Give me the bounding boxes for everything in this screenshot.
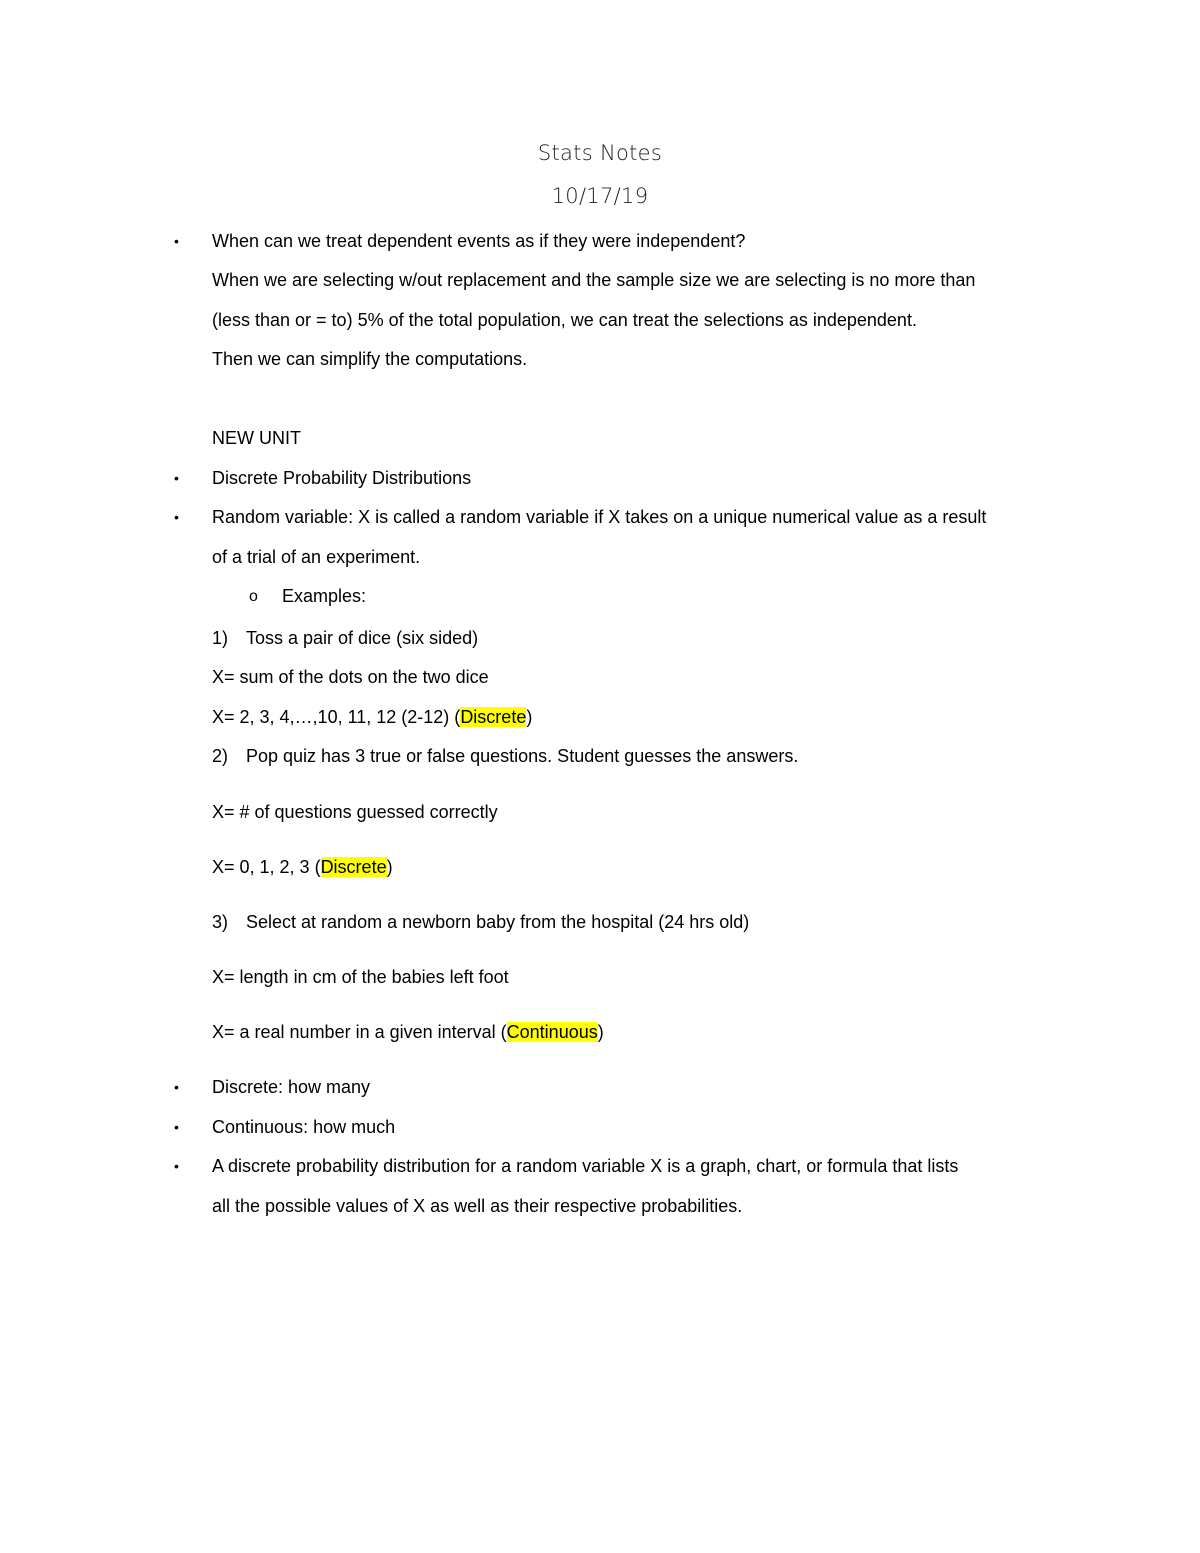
discrete-bullet: Discrete: how many [212, 1077, 371, 1097]
section-heading: NEW UNIT [212, 428, 301, 448]
example-1-values [212, 706, 532, 728]
example-title-text: Toss a pair of dice (six sided) [246, 628, 479, 648]
example-number: 3) [212, 912, 229, 932]
type-highlight: Discrete [320, 857, 387, 877]
page-title: Stats Notes [537, 141, 663, 165]
example-1-title [212, 627, 478, 649]
random-variable-line-1: Random variable: X is called a random variable if X takes on a unique numerical value as a result [212, 507, 987, 527]
examples-label: Examples: [282, 586, 367, 606]
bullet-icon: • [174, 1158, 179, 1174]
continuous-bullet: Continuous: how much [212, 1117, 396, 1137]
values-suffix: ) [597, 1022, 604, 1042]
bullet-icon: • [174, 1119, 179, 1135]
type-highlight: Continuous [506, 1022, 598, 1042]
example-2-values [212, 856, 393, 878]
bullet-icon: • [174, 509, 179, 525]
example-3-title [212, 911, 749, 933]
page-date: 10/17/19 [551, 184, 649, 208]
distribution-definition-line-2: all the possible values of X as well as their respective probabilities. [212, 1196, 743, 1216]
example-title-text: Select at random a newborn baby from the hospital (24 hrs old) [246, 912, 750, 932]
sub-bullet-icon: o [249, 588, 258, 605]
example-3-definition: X= length in cm of the babies left foot [212, 967, 509, 987]
example-1-definition: X= sum of the dots on the two dice [212, 667, 489, 687]
values-text: X= 2, 3, 4,…,10, 11, 12 (2-12) ( [212, 707, 461, 727]
random-variable-line-2: of a trial of an experiment. [212, 547, 421, 567]
answer-line-2: (less than or = to) 5% of the total population, we can treat the selections as independent. [212, 310, 917, 330]
values-text: X= a real number in a given interval ( [212, 1022, 507, 1042]
discrete-dist-bullet: Discrete Probability Distributions [212, 468, 472, 488]
bullet-icon: • [174, 470, 179, 486]
answer-line-3: Then we can simplify the computations. [212, 349, 528, 369]
example-number: 2) [212, 746, 229, 766]
answer-line-1: When we are selecting w/out replacement and the sample size we are selecting is no more than [212, 270, 976, 290]
distribution-definition-line-1: A discrete probability distribution for a random variable X is a graph, chart, or formula that lists [212, 1156, 959, 1176]
question-text: When can we treat dependent events as if they were independent? [212, 231, 746, 251]
example-3-values [212, 1021, 604, 1043]
example-number: 1) [212, 628, 229, 648]
bullet-icon: • [174, 1079, 179, 1095]
values-suffix: ) [386, 857, 393, 877]
example-2-definition: X= # of questions guessed correctly [212, 802, 498, 822]
example-title-text: Pop quiz has 3 true or false questions. Student guesses the answers. [246, 746, 799, 766]
example-2-title [212, 745, 798, 767]
values-suffix: ) [526, 707, 533, 727]
type-highlight: Discrete [460, 707, 527, 727]
values-text: X= 0, 1, 2, 3 ( [212, 857, 321, 877]
bullet-icon: • [174, 233, 179, 249]
